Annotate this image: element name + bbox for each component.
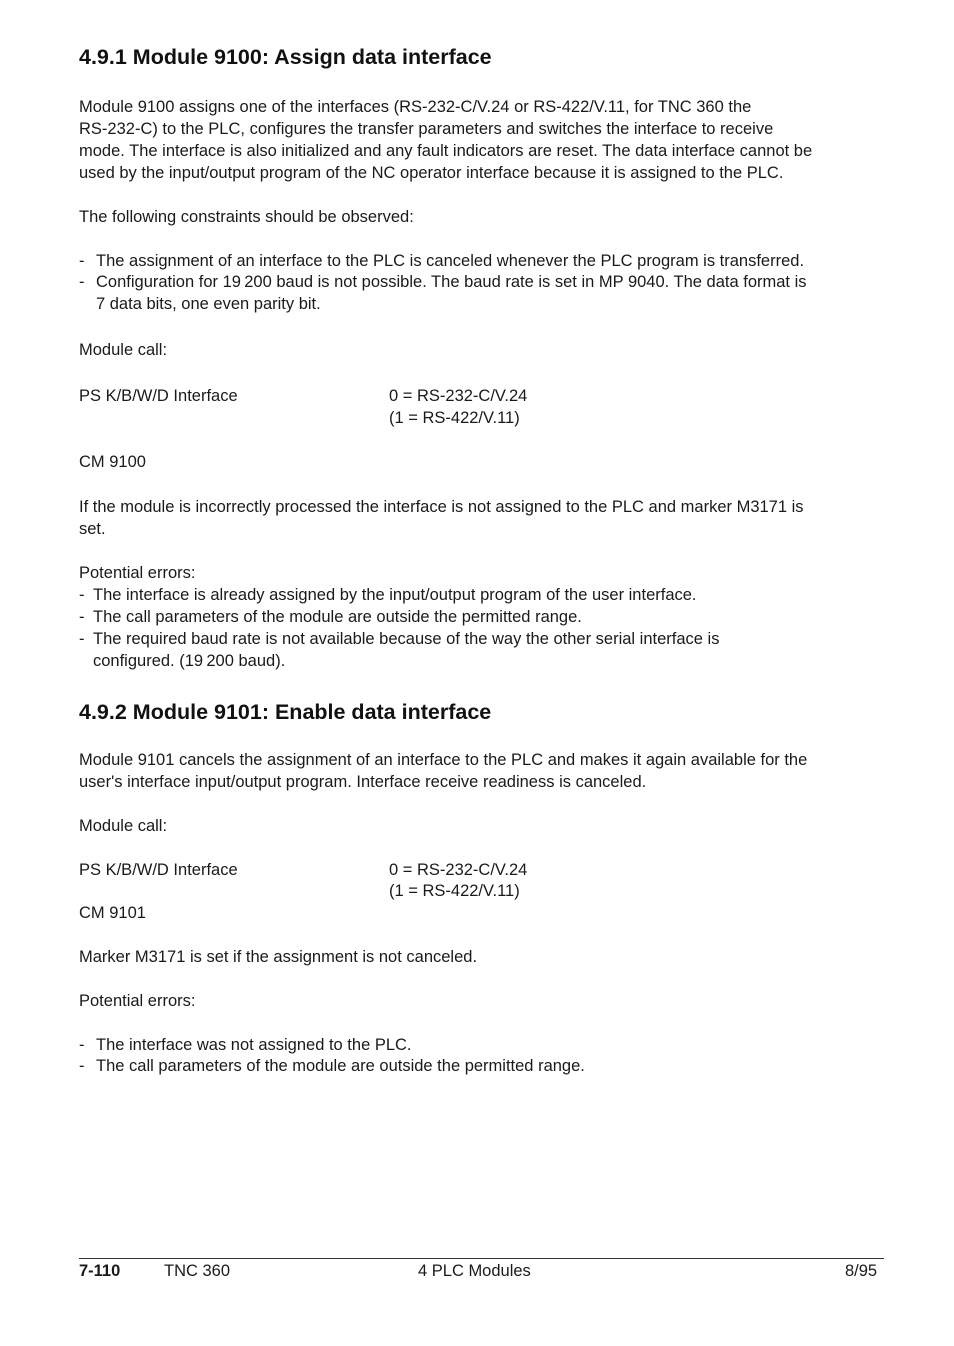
param-label: PS K/B/W/D Interface xyxy=(79,387,238,405)
marker-note: Marker M3171 is set if the assignment is not canceled. xyxy=(79,948,478,966)
paragraph-line: If the module is incorrectly processed the interface is not assigned to the PLC and marker M3171 is xyxy=(79,498,804,516)
bullet-dash: - xyxy=(79,252,85,270)
bullet-dash: - xyxy=(79,608,85,626)
list-item-text: The required baud rate is not available because of the way the other serial interface is xyxy=(93,630,720,648)
paragraph-line: user's interface input/output program. Interface receive readiness is canceled. xyxy=(79,773,647,791)
list-item-text: configured. (19 200 baud). xyxy=(93,652,286,670)
paragraph-line: Module 9100 assigns one of the interfaces (RS-232-C/V.24 or RS-422/V.11, for TNC 360 the xyxy=(79,98,752,116)
module-call-label: Module call: xyxy=(79,817,168,835)
section-heading-9101: 4.9.2 Module 9101: Enable data interface xyxy=(79,700,492,724)
list-item-text: 7 data bits, one even parity bit. xyxy=(96,295,321,313)
potential-errors-label: Potential errors: xyxy=(79,992,196,1010)
param-value: 0 = RS-232-C/V.24 xyxy=(389,861,528,879)
potential-errors-label: Potential errors: xyxy=(79,564,196,582)
param-label: PS K/B/W/D Interface xyxy=(79,861,238,879)
paragraph-line: used by the input/output program of the NC operator interface because it is assigned to the PLC. xyxy=(79,164,784,182)
list-item-text: Configuration for 19 200 baud is not possible. The baud rate is set in MP 9040. The data format is xyxy=(96,273,807,291)
footer-product: TNC 360 xyxy=(164,1262,231,1280)
param-value: (1 = RS-422/V.11) xyxy=(389,882,520,900)
paragraph-line: RS-232-C) to the PLC, configures the transfer parameters and switches the interface to receive xyxy=(79,120,774,138)
section-heading-9100: 4.9.1 Module 9100: Assign data interface xyxy=(79,45,492,69)
bullet-dash: - xyxy=(79,273,85,291)
list-item-text: The assignment of an interface to the PLC is canceled whenever the PLC program is transferred. xyxy=(96,252,805,270)
paragraph-line: Module 9101 cancels the assignment of an interface to the PLC and makes it again available for the xyxy=(79,751,808,769)
list-item-text: The interface was not assigned to the PLC. xyxy=(96,1036,412,1054)
footer-divider xyxy=(79,1258,884,1259)
list-item-text: The interface is already assigned by the input/output program of the user interface. xyxy=(93,586,697,604)
list-item-text: The call parameters of the module are outside the permitted range. xyxy=(96,1057,585,1075)
call-module-line: CM 9100 xyxy=(79,453,146,471)
footer-page-number: 7-110 xyxy=(79,1262,121,1280)
bullet-dash: - xyxy=(79,1057,85,1075)
module-call-label: Module call: xyxy=(79,341,168,359)
bullet-dash: - xyxy=(79,1036,85,1054)
constraints-intro: The following constraints should be observed: xyxy=(79,208,414,226)
footer-date: 8/95 xyxy=(845,1262,878,1280)
paragraph-line: set. xyxy=(79,520,106,538)
bullet-dash: - xyxy=(79,630,85,648)
call-module-line: CM 9101 xyxy=(79,904,146,922)
param-value: 0 = RS-232-C/V.24 xyxy=(389,387,528,405)
param-value: (1 = RS-422/V.11) xyxy=(389,409,520,427)
paragraph-line: mode. The interface is also initialized and any fault indicators are reset. The data interface cannot be xyxy=(79,142,813,160)
bullet-dash: - xyxy=(79,586,85,604)
list-item-text: The call parameters of the module are outside the permitted range. xyxy=(93,608,582,626)
footer-chapter: 4 PLC Modules xyxy=(418,1262,531,1280)
